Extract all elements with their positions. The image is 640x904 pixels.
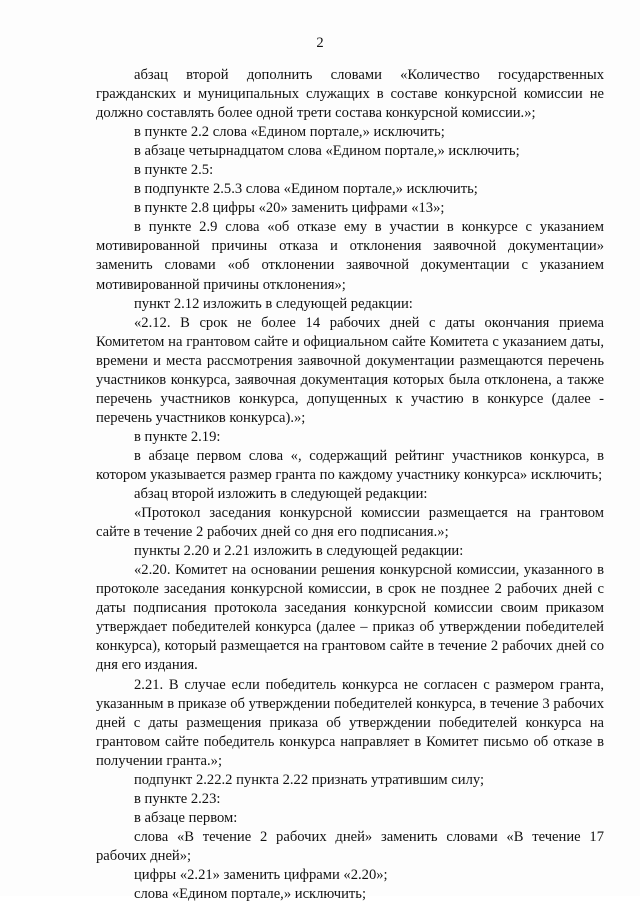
page-number: 2 (316, 35, 324, 51)
paragraph: пункт 2.12 изложить в следующей редакции: (134, 295, 413, 312)
paragraph: «2.12. В срок не более 14 рабочих дней с даты окончания приема Комитетом на грантовом сайте и официальном сайте Комитета с указанием даты, времени и места рассмотрения заявочной документации размещаются перечень участников конкурса, заявочная документация которых была отклонена, а также перечень участников конкурса, допущенных к участию в конкурсе (далее - перечень участников конкурса).»; (96, 314, 604, 426)
paragraph: абзац второй дополнить словами «Количество государственных гражданских и муниципальных служащих в составе конкурсной комиссии не должно составлять более одной трети состава конкурсной комиссии.»; (96, 67, 604, 122)
paragraph: пункты 2.20 и 2.21 изложить в следующей редакции: (134, 543, 464, 560)
paragraph: «Протокол заседания конкурсной комиссии размещается на грантовом сайте в течение 2 рабочих дней со дня его подписания.»; (96, 505, 604, 541)
paragraph: в абзаце четырнадцатом слова «Едином портале,» исключить; (134, 143, 520, 160)
paragraph: слова «Едином портале,» исключить; (134, 886, 367, 903)
paragraph: абзац второй изложить в следующей редакции: (134, 486, 428, 503)
paragraph: 2.21. В случае если победитель конкурса не согласен с размером гранта, указанным в приказе об утверждении победителей конкурса, в течение 3 рабочих дней с даты размещения приказа об утверждении победителей конкурса на грантовом сайте победитель конкурса направляет в Комитет письмо об отказе в получении гранта.»; (96, 676, 604, 769)
paragraph: в подпункте 2.5.3 слова «Едином портале,» исключить; (134, 181, 478, 198)
paragraph: «2.20. Комитет на основании решения конкурсной комиссии, указанного в протоколе заседания конкурсной комиссии, в срок не позднее 2 рабочих дней с даты подписания протокола заседания конкурсной комиссии своим приказом утверждает победителей конкурса (далее – приказ об утверждении победителей конкурса), который размещается на грантовом сайте в течение 2 рабочих дней со дня его издания. (96, 562, 604, 674)
paragraph: подпункт 2.22.2 пункта 2.22 признать утратившим силу; (134, 771, 485, 788)
paragraph: слова «В течение 2 рабочих дней» заменить словами «В течение 17 рабочих дней»; (96, 828, 604, 864)
paragraph: в пункте 2.8 цифры «20» заменить цифрами «13»; (134, 200, 445, 217)
paragraph: в пункте 2.9 слова «об отказе ему в участии в конкурсе с указанием мотивированной причины отказа и отклонения заявочной документации» заменить словами «об отклонении заявочной документации с указанием мотивированной причины отклонения»; (96, 219, 604, 293)
paragraph: цифры «2.21» заменить цифрами «2.20»; (134, 866, 388, 883)
paragraph: в абзаце первом: (134, 809, 238, 826)
paragraph: в пункте 2.23: (134, 790, 221, 807)
paragraph: в пункте 2.19: (134, 428, 221, 445)
paragraph: в пункте 2.2 слова «Едином портале,» исключить; (134, 124, 445, 141)
paragraph: в пункте 2.5: (134, 162, 214, 179)
document-body (96, 66, 604, 904)
paragraph: в абзаце первом слова «, содержащий рейтинг участников конкурса, в котором указывается размер гранта по каждому участнику конкурса» исключить; (96, 447, 604, 483)
